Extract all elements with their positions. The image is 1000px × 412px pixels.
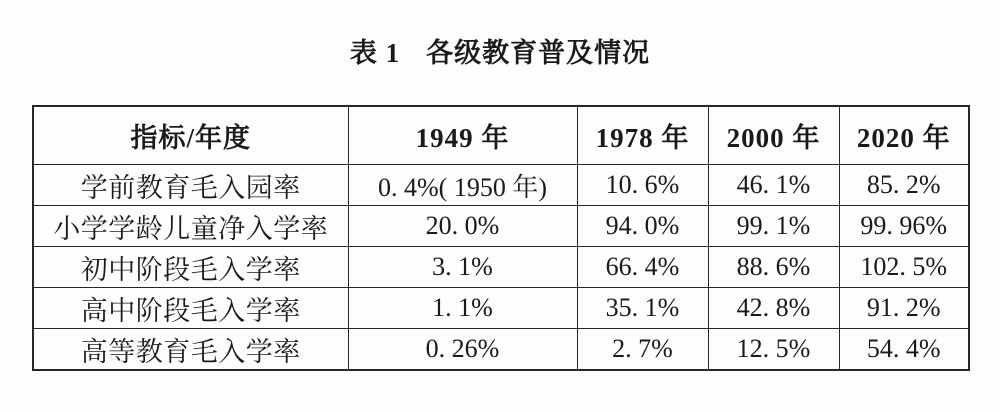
table-row	[33, 329, 969, 371]
cell-value: 20. 0%	[348, 206, 577, 247]
row-label: 初中阶段毛入学率	[33, 247, 348, 288]
cell-value: 0. 4%( 1950 年)	[348, 165, 577, 206]
row-label: 高等教育毛入学率	[33, 329, 348, 371]
cell-value: 102. 5%	[839, 247, 969, 288]
cell-value: 66. 4%	[577, 247, 708, 288]
cell-value: 3. 1%	[348, 247, 577, 288]
cell-value: 54. 4%	[839, 329, 969, 371]
header-year-2020: 2020 年	[839, 106, 969, 165]
table-caption: 各级教育普及情况	[426, 38, 651, 68]
table-row	[33, 206, 969, 247]
cell-value: 10. 6%	[577, 165, 708, 206]
header-year-1978: 1978 年	[577, 106, 708, 165]
cell-value: 99. 96%	[839, 206, 969, 247]
table-number: 表 1	[349, 38, 401, 68]
row-label: 小学学龄儿童净入学率	[33, 206, 348, 247]
header-year-1949: 1949 年	[348, 106, 577, 165]
cell-value: 94. 0%	[577, 206, 708, 247]
table-row	[33, 165, 969, 206]
header-year-2000: 2000 年	[708, 106, 839, 165]
education-enrollment-table	[32, 105, 970, 371]
table-row	[33, 247, 969, 288]
cell-value: 46. 1%	[708, 165, 839, 206]
header-indicator: 指标/年度	[33, 106, 348, 165]
cell-value: 0. 26%	[348, 329, 577, 371]
cell-value: 35. 1%	[577, 288, 708, 329]
cell-value: 12. 5%	[708, 329, 839, 371]
cell-value: 42. 8%	[708, 288, 839, 329]
cell-value: 91. 2%	[839, 288, 969, 329]
table-title	[0, 0, 1000, 70]
cell-value: 1. 1%	[348, 288, 577, 329]
header-row	[33, 106, 969, 165]
cell-value: 88. 6%	[708, 247, 839, 288]
row-label: 高中阶段毛入学率	[33, 288, 348, 329]
cell-value: 99. 1%	[708, 206, 839, 247]
table-row	[33, 288, 969, 329]
row-label: 学前教育毛入园率	[33, 165, 348, 206]
cell-value: 2. 7%	[577, 329, 708, 371]
cell-value: 85. 2%	[839, 165, 969, 206]
